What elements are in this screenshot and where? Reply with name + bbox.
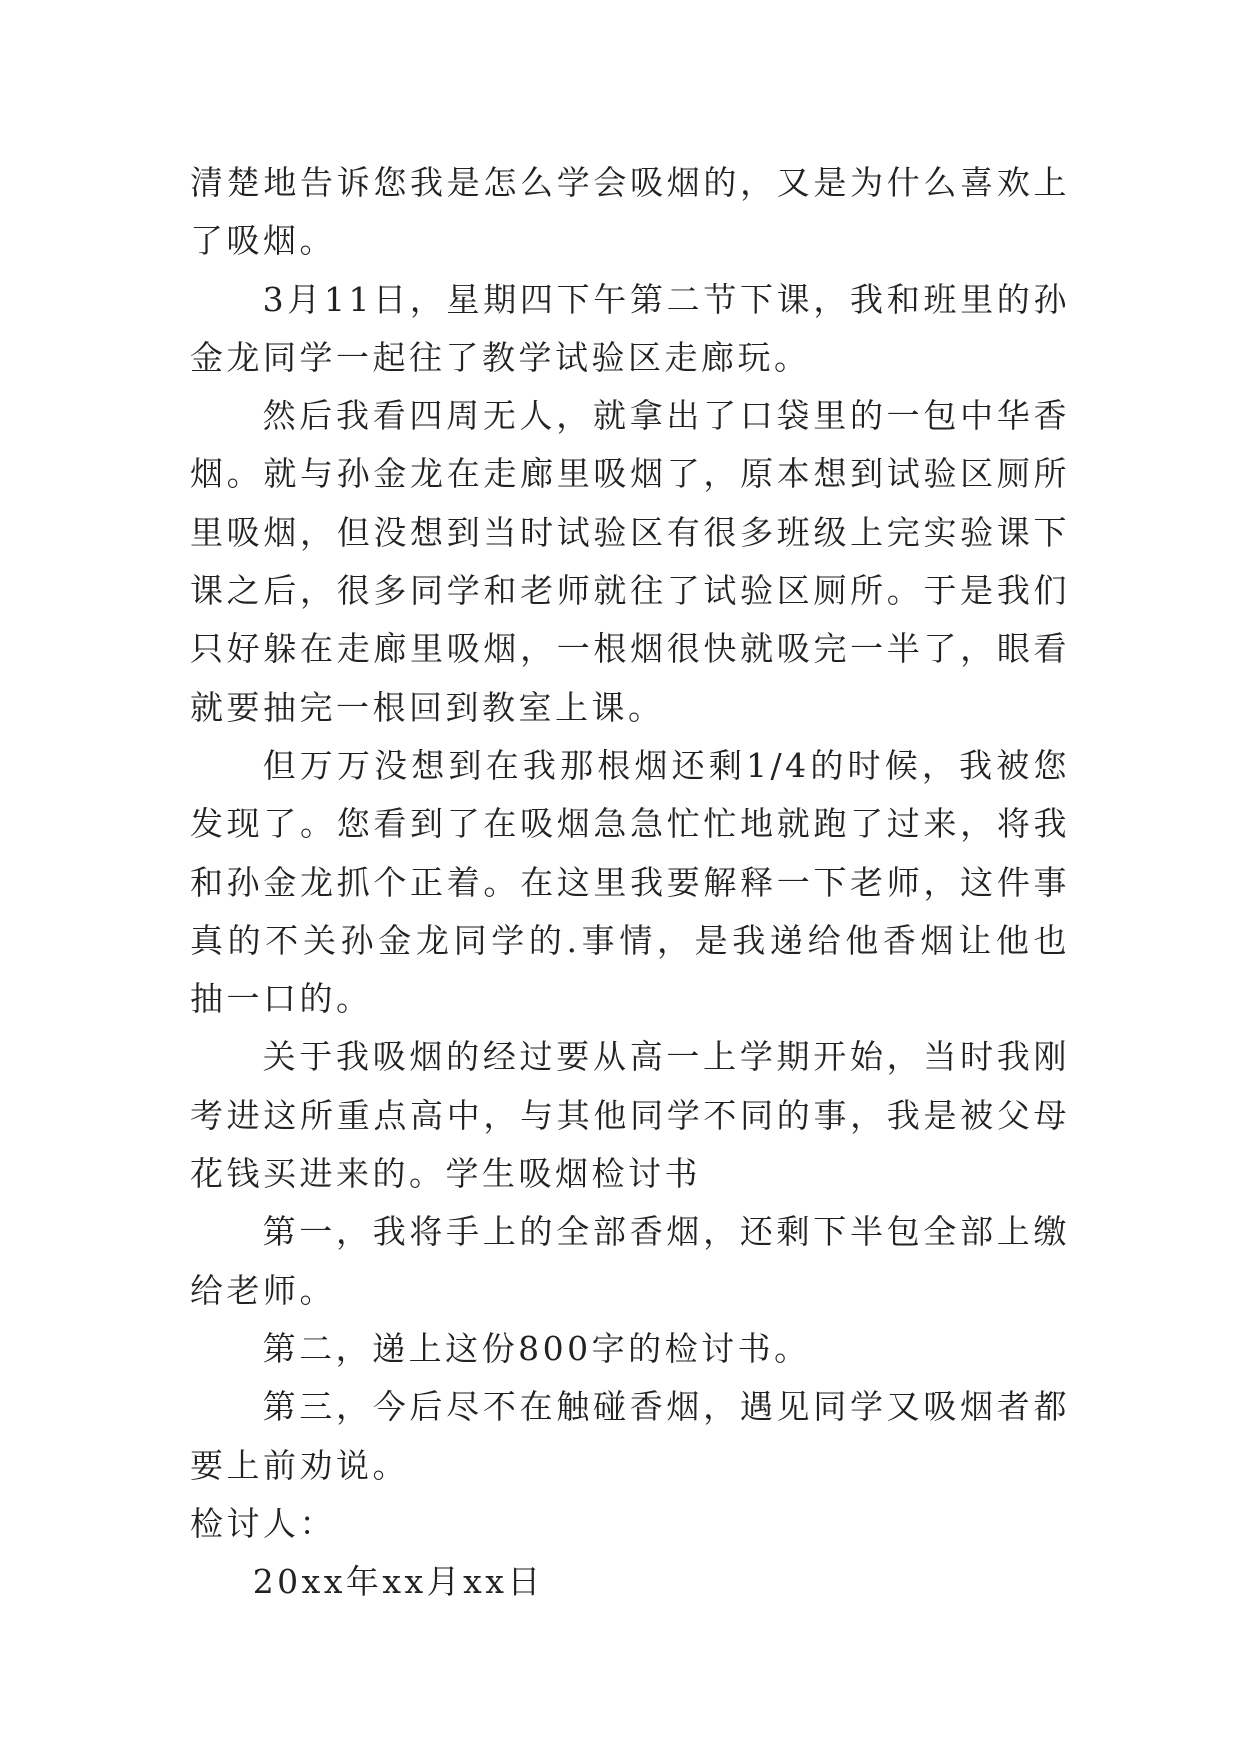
paragraph-7: 第二，递上这份800字的检讨书。 [262,1328,811,1368]
document-date: 20xx年xx月xx日 [252,1562,544,1602]
paragraph-3: 然后我看四周无人，就拿出了口袋里的一包中华香烟。就与孙金龙在走廊里吸烟了，原本想到试验区厕所里吸烟，但没想到当时试验区有很多班级上完实验课下课之后，很多同学和老师就往了试验区厕所。于是我们只好躲在走廊里吸烟，一根烟很快就吸完一半了，眼看就要抽完一根回到教室上课。 [190,396,1070,727]
document-body [190,154,1070,1611]
paragraph-5: 关于我吸烟的经过要从高一上学期开始，当时我刚考进这所重点高中，与其他同学不同的事，我是被父母花钱买进来的。学生吸烟检讨书 [190,1037,1070,1194]
paragraph-4: 但万万没想到在我那根烟还剩1/4的时候，我被您发现了。您看到了在吸烟急急忙忙地就跑了过来，将我和孙金龙抓个正着。在这里我要解释一下老师，这件事真的不关孙金龙同学的.事情，是我递给他香烟让他也抽一口的。 [190,745,1070,1019]
paragraph-1: 清楚地告诉您我是怎么学会吸烟的，又是为什么喜欢上了吸烟。 [190,163,1070,261]
paragraph-2: 3月11日，星期四下午第二节下课，我和班里的孙金龙同学一起往了教学试验区走廊玩。 [190,279,1070,377]
paragraph-6: 第一，我将手上的全部香烟，还剩下半包全部上缴给老师。 [190,1212,1070,1310]
paragraph-8: 第三，今后尽不在触碰香烟，遇见同学又吸烟者都要上前劝说。 [190,1387,1070,1485]
signature-label: 检讨人： [190,1503,336,1543]
